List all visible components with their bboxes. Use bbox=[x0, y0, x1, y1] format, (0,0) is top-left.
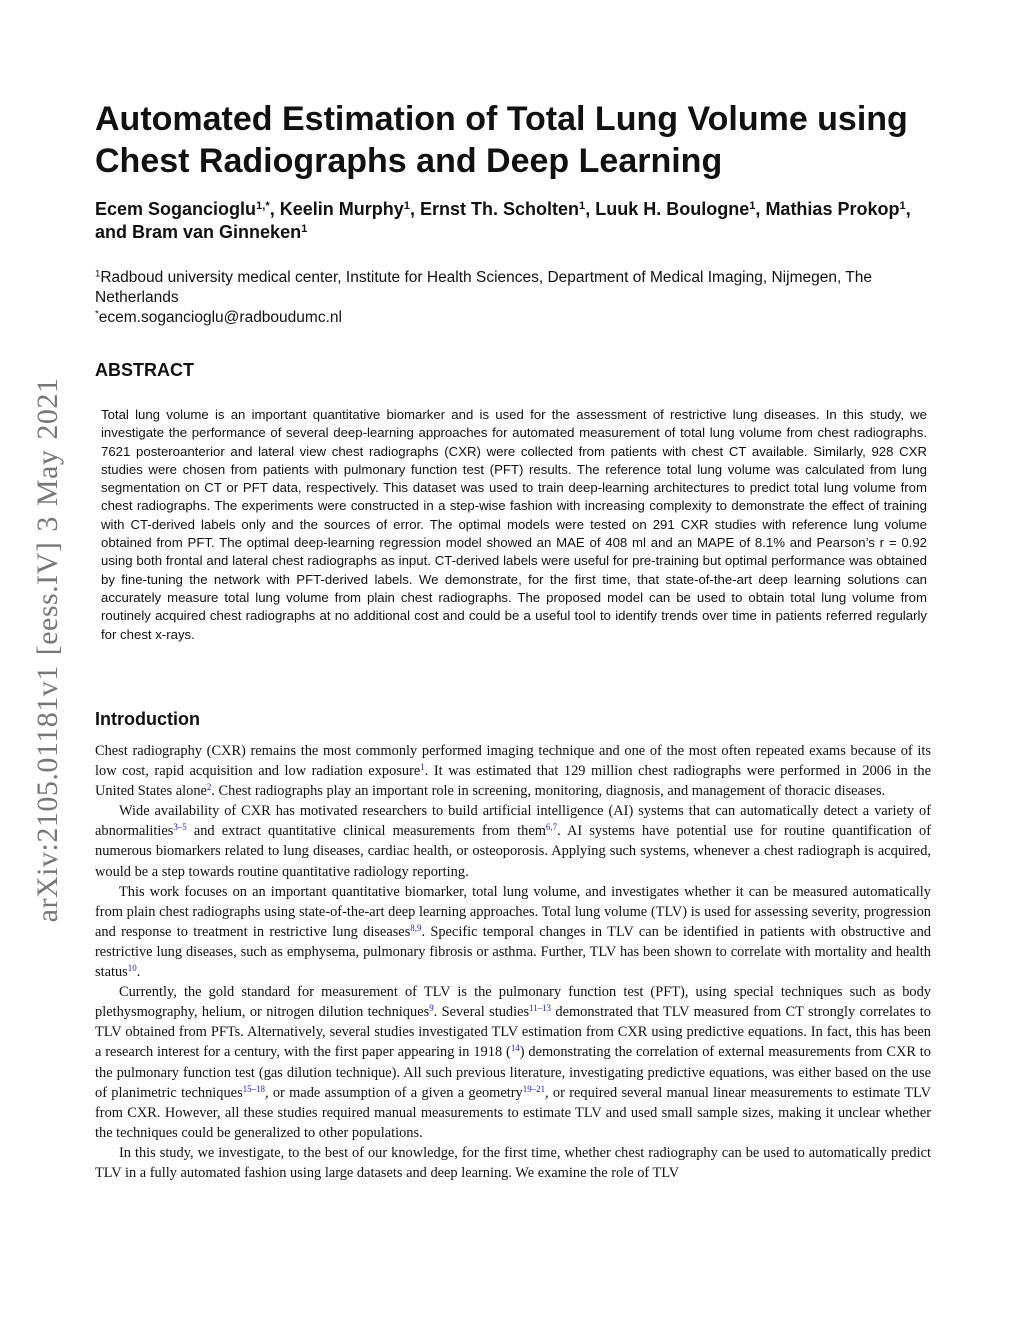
text-run: . Several studies bbox=[433, 1004, 530, 1021]
author-separator: , bbox=[585, 199, 596, 219]
arxiv-identifier: arXiv:2105.01181v1 [eess.IV] 3 May 2021 bbox=[31, 377, 64, 923]
affiliation-line bbox=[95, 268, 931, 308]
intro-paragraph-3 bbox=[95, 882, 931, 982]
text-run: Chest radiography (CXR) remains the most commonly performed imaging technique and one of the most often repeated exams because of its low cost, rapid acquisition and low radiation exposure bbox=[95, 743, 931, 780]
text-run: This work focuses on an important quantitative biomarker, total lung volume, and investigates whether it can be measured automatically from plain chest radiographs using state-of-the-art deep learning approaches. Total lung volume (TLV) is used for assessing severity, progression and response to treatment in restrictive lung diseases bbox=[95, 883, 931, 940]
citation-link[interactable]: 8,9 bbox=[410, 922, 422, 933]
corresponding-email-line bbox=[95, 308, 931, 328]
citation-link[interactable]: 10 bbox=[127, 963, 137, 974]
author-affiliation-mark: 1,* bbox=[256, 199, 270, 212]
citation-link[interactable]: 14 bbox=[510, 1043, 520, 1054]
author-affiliation-mark: 1 bbox=[578, 199, 586, 212]
citation-link[interactable]: 15–18 bbox=[242, 1083, 265, 1094]
author-separator: , bbox=[269, 199, 280, 219]
text-run: . AI systems have potential use for routine quantification of numerous biomarkers related to lung diseases, cardiac health, or osteoporosis. Applying such systems, whenever a chest radiograph is acquired, would be a step towards routine quantitative radiology reporting. bbox=[95, 823, 931, 880]
intro-paragraph-1 bbox=[95, 741, 931, 801]
citation-link[interactable]: 3–5 bbox=[173, 822, 187, 833]
author-affiliation-mark: 1 bbox=[403, 199, 410, 212]
affiliations bbox=[95, 268, 931, 328]
citation-link[interactable]: 2 bbox=[206, 782, 212, 793]
author-separator: , bbox=[409, 199, 420, 219]
citation-link[interactable]: 6,7 bbox=[545, 822, 558, 833]
paper-title: Automated Estimation of Total Lung Volume using Chest Radiographs and Deep Learning bbox=[95, 100, 908, 180]
author-name: Luuk H. Boulogne bbox=[595, 199, 750, 219]
author-affiliation-mark: 1 bbox=[749, 199, 756, 212]
author-separator: , bbox=[755, 199, 766, 219]
author-name: Ecem Sogancioglu bbox=[95, 199, 257, 219]
affiliation-text: Radboud university medical center, Institute for Health Sciences, Department of Medical Imaging, Nijmegen, The Netherlands bbox=[95, 269, 872, 306]
citation-link[interactable]: 9 bbox=[429, 1003, 434, 1014]
intro-paragraph-4 bbox=[95, 982, 931, 1143]
author-name: Ernst Th. Scholten bbox=[419, 199, 579, 219]
author-name: Mathias Prokop bbox=[765, 199, 900, 219]
text-run: . Chest radiographs play an important role in screening, monitoring, diagnosis, and management of thoracic diseases. bbox=[211, 783, 886, 800]
author-affiliation-mark: 1 bbox=[899, 199, 906, 212]
text-run: ) demonstrating the correlation of external measurements from CXR to the pulmonary function test (gas dilution technique). All such previous literature, investigating predictive equations, was either based on the use of planimetric techniques bbox=[95, 1044, 932, 1101]
corresponding-mark: * bbox=[95, 308, 99, 320]
introduction-heading: Introduction bbox=[95, 709, 200, 729]
text-run: . bbox=[136, 964, 141, 981]
text-run: Wide availability of CXR has motivated researchers to build artificial intelligence (AI) systems that can automatically detect a variety of abnormalities bbox=[95, 803, 931, 840]
citation-link[interactable]: 11–13 bbox=[529, 1003, 552, 1014]
text-run: . Specific temporal changes in TLV can be identified in patients with obstructive and restrictive lung diseases, such as emphysema, pulmonary fibrosis or asthma. Further, TLV has been shown to correlate with mortality and health status bbox=[95, 923, 931, 981]
introduction-body bbox=[95, 741, 931, 1183]
corresponding-email: ecem.sogancioglu@radboudumc.nl bbox=[98, 309, 342, 326]
abstract-text: Total lung volume is an important quantitative biomarker and is used for the assessment of restrictive lung diseases. In this study, we investigate the performance of several deep-learning approaches for automated measurement of total lung volume from chest radiographs. 7621 posteroanterior and lateral view chest radiographs (CXR) were collected from patients with chest CT available. Similarly, 928 CXR studies were chosen from patients with pulmonary function test (PFT) results. The reference total lung volume was calculated from lung segmentation on CT or PFT data, respectively. This dataset was used to train deep-learning architectures to predict total lung volume from chest radiographs. The experiments were constructed in a step-wise fashion with increasing complexity to demonstrate the effect of training with CT-derived labels only and the sources of error. The optimal models were tested on 291 CXR studies with reference lung volume obtained from PFT. The optimal deep-learning regression model showed an MAE of 408 ml and an MAPE of 8.1% and Pearson’s r = 0.92 using both frontal and lateral chest radiographs as input. CT-derived labels were useful for pre-training but optimal performance was obtained by fine-tuning the network with PFT-derived labels. We demonstrate, for the first time, that state-of-the-art deep learning solutions can accurately measure total lung volume from plain chest radiographs. The proposed model can be used to obtain total lung volume from routinely acquired chest radiographs at no additional cost and could be a useful tool to identify trends over time in patients referred regularly for chest x-rays. bbox=[101, 407, 927, 642]
author-name: Keelin Murphy bbox=[279, 199, 404, 219]
intro-paragraph-2 bbox=[95, 801, 931, 881]
text-run: . It was estimated that 129 million chest radiographs were performed in 2006 in the United States alone bbox=[95, 763, 931, 800]
author-separator: , and bbox=[95, 199, 911, 242]
citation-link[interactable]: 19–21 bbox=[522, 1083, 546, 1094]
author-name: Bram van Ginneken bbox=[132, 222, 302, 242]
text-run: Currently, the gold standard for measurement of TLV is the pulmonary function test (PFT), using special techniques such as body plethysmography, helium, or nitrogen dilution techniques bbox=[95, 984, 931, 1021]
citation-link[interactable]: 1 bbox=[420, 762, 425, 773]
intro-paragraph-5 bbox=[95, 1143, 931, 1183]
text-run: and extract quantitative clinical measurements from them bbox=[186, 823, 546, 840]
affiliation-mark: 1 bbox=[95, 268, 101, 280]
text-run: In this study, we investigate, to the best of our knowledge, for the first time, whether chest radiography can be used to automatically predict TLV in a fully automated fashion using large datasets and deep learning. We examine the role of TLV bbox=[95, 1144, 931, 1181]
text-run: , or required several manual linear measurements to estimate TLV from CXR. However, all these studies required manual measurements to estimate TLV and used small sample sizes, making it unclear whether the techniques could be generalized to other populations. bbox=[95, 1084, 931, 1141]
text-run: , or made assumption of a given a geometry bbox=[264, 1084, 523, 1101]
text-run: demonstrated that TLV measured from CT strongly correlates to TLV obtained from PFTs. Alternatively, several studies investigated TLV estimation from CXR using predictive equations. In fact, this has been a research interest for a century, with the first paper appearing in 1918 ( bbox=[95, 1004, 931, 1061]
author-list bbox=[95, 198, 931, 244]
abstract-heading: ABSTRACT bbox=[95, 360, 194, 380]
author-affiliation-mark: 1 bbox=[301, 222, 308, 235]
